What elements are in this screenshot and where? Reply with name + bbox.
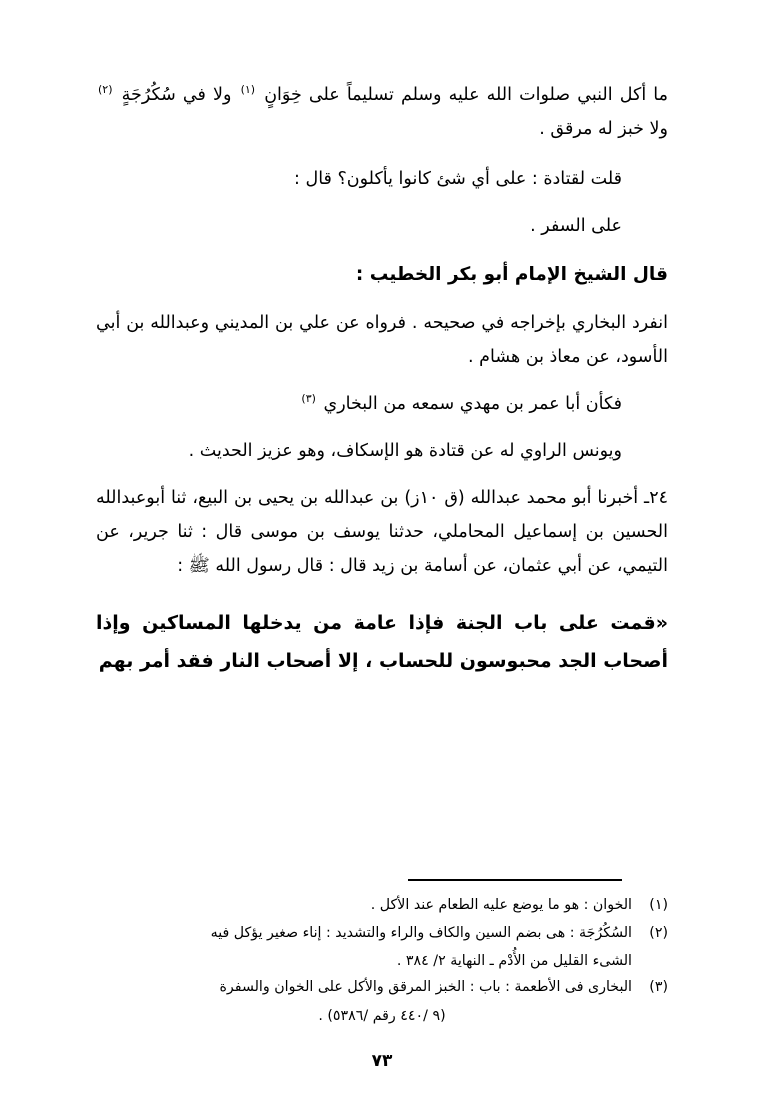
footnote-item (96, 974, 668, 1000)
paragraph-1-text-after: ولا في سُكُرُجَةٍ (114, 85, 239, 105)
footnote-text-continued: الشىء القليل من الأُدْم ـ النهاية ٢/ ٣٨٤ . (396, 953, 632, 970)
paragraph-5 (96, 387, 668, 421)
paragraph-4: انفرد البخاري بإخراجه في صحيحه . فرواه عن علي بن المديني وعبدالله بن أبي الأسود، عن معاذ بن هشام . (96, 312, 668, 367)
paragraph-1-text-after-2: ولا خبز له مرقق . (539, 119, 668, 140)
section-heading: قال الشيخ الإمام أبو بكر الخطيب : (355, 263, 668, 285)
paragraph-5-text: فكأن أبا عمر بن مهدي سمعه من البخاري (317, 393, 622, 414)
paragraph-7: ٢٤ـ أخبرنا أبو محمد عبدالله (ق ١٠ز) بن عبدالله بن يحيى بن البيع، ثنا أبوعبدالله الحسين بن إسماعيل المحاملي، حدثنا يوسف بن موسى قال : ثنا جرير، عن التيمي، عن أبي عثمان، عن أسامة بن زيد قال : قال رسول الله ﷺ : (96, 488, 668, 577)
page-body (96, 78, 668, 690)
paragraph-2: قلت لقتادة : على أي شئ كانوا يأكلون؟ قال : (294, 169, 622, 190)
paragraph-1-text: ما أكل النبي صلوات الله عليه وسلم تسليماً على خِوَانٍ (257, 85, 668, 105)
footnote-marker-1: (١) (240, 83, 256, 97)
footnote-marker-2: (٢) (98, 83, 113, 97)
footnotes-section (96, 892, 668, 1029)
footnote-text: الخوان : هو ما يوضع عليه الطعام عند الأكل . (370, 896, 632, 913)
paragraph-6: ويونس الراوي له عن قتادة هو الإسكاف، وهو عزيز الحديث . (188, 441, 622, 462)
footnote-marker-3: (٣) (301, 392, 316, 406)
footnote-item (96, 920, 668, 946)
footnote-text: البخارى فى الأطعمة : باب : الخبز المرقق والأكل على الخوان والسفرة (219, 979, 632, 996)
paragraph-3: على السفر . (530, 216, 622, 237)
footnote-text-continued: (٩ /٤٤٠ رقم /٥٣٨٦) . (318, 1007, 446, 1024)
footnote-number: (٣) (649, 979, 668, 996)
page-number: ٧٣ (371, 1051, 393, 1071)
footnote-divider (408, 879, 622, 881)
footnote-item (96, 892, 668, 918)
footnote-number: (١) (649, 896, 668, 913)
footnote-number: (٢) (649, 924, 668, 941)
paragraph-1 (96, 78, 668, 146)
footnote-text: السُكُرُجَة : هى بضم السين والكاف والراء والتشديد : إناء صغير يؤكل فيه (210, 924, 632, 941)
hadith-quote: «قمت على باب الجنة فإذا عامة من يدخلها المساكين وإذا أصحاب الجد محبوسون للحساب ، إلا أصحاب النار فقد أمر بهم (96, 611, 668, 672)
page-spacer (96, 690, 668, 880)
